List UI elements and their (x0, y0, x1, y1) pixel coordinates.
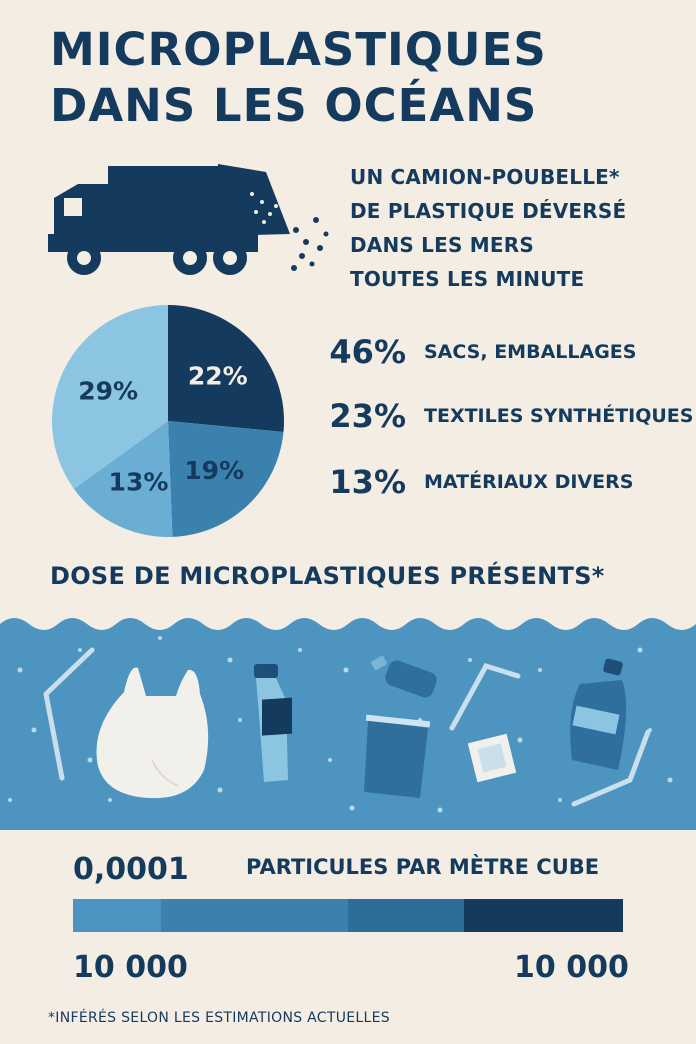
scale-segment (73, 899, 161, 932)
stat-row (310, 460, 633, 504)
scale-min-value: 0,0001 (73, 852, 189, 887)
title-line-1: MICROPLASTIQUES (50, 23, 547, 76)
scale-segment (161, 899, 348, 932)
scale-segment (348, 899, 464, 932)
scale-right-value: 10 000 (514, 950, 629, 985)
stat-percentage: 23% (329, 397, 406, 435)
truck-caption-line-2: DE PLASTIQUE DÉVERSÉ (350, 199, 627, 223)
truck-caption-line-4: TOUTES LES MINUTE (350, 267, 585, 291)
pie-slice-label: 29% (78, 376, 139, 406)
title-line-2: DANS LES OCÉANS (50, 79, 538, 132)
scale-unit-label: PARTICULES PAR MÈTRE CUBE (246, 855, 600, 879)
dose-heading: DOSE DE MICROPLASTIQUES PRÉSENTS* (50, 562, 605, 590)
pie-chart (50, 303, 286, 539)
stat-row (310, 394, 693, 438)
garbage-truck-icon (44, 158, 334, 288)
stat-percentage: 46% (329, 333, 406, 371)
pie-slice-label: 22% (187, 361, 248, 391)
stat-label: TEXTILES SYNTHÉTIQUES (424, 405, 694, 427)
pie-slice-label: 13% (108, 467, 169, 497)
ocean-illustration (0, 610, 696, 830)
truck-caption-line-3: DANS LES MERS (350, 233, 534, 257)
scale-segment (464, 899, 624, 932)
stat-label: MATÉRIAUX DIVERS (424, 471, 634, 493)
scale-left-value: 10 000 (73, 950, 188, 985)
truck-caption (350, 160, 670, 296)
stat-label: SACS, EMBALLAGES (424, 341, 637, 363)
truck-caption-line-1: UN CAMION-POUBELLE* (350, 165, 620, 189)
stat-row (310, 330, 636, 374)
stat-percentage: 13% (329, 463, 406, 501)
pie-slice-label: 19% (184, 455, 245, 485)
page-title (50, 22, 650, 134)
footnote: *INFÉRÉS SELON LES ESTIMATIONS ACTUELLES (48, 1010, 390, 1026)
cup-icon (364, 715, 430, 798)
concentration-scale-bar (73, 899, 623, 932)
